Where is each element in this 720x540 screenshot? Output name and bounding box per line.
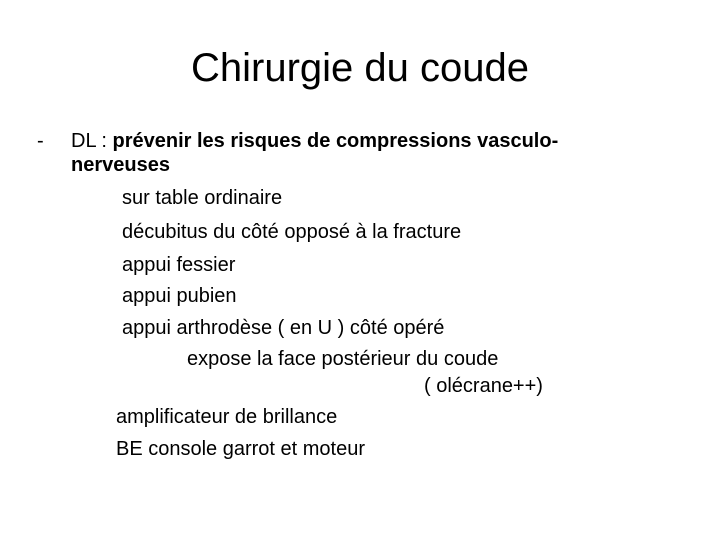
list-item: décubitus du côté opposé à la fracture: [122, 221, 462, 243]
list-item: amplificateur de brillance: [116, 406, 338, 428]
bullet-marker: -: [37, 130, 44, 152]
list-item: appui arthrodèse ( en U ) côté opéré: [122, 317, 445, 339]
slide-title: Chirurgie du coude: [191, 46, 529, 90]
list-item: ( olécrane++): [424, 375, 543, 397]
dl-prefix: DL :: [71, 130, 113, 152]
list-item: BE console garrot et moteur: [116, 438, 366, 460]
list-item: expose la face postérieur du coude: [187, 348, 499, 370]
list-item: sur table ordinaire: [122, 187, 283, 209]
list-item: appui fessier: [122, 254, 236, 276]
dl-emphasis-2: nerveuses: [71, 154, 170, 176]
dl-emphasis-1: prévenir les risques de compressions vasculo-: [112, 130, 559, 152]
list-item: appui pubien: [122, 285, 237, 307]
dl-line-1: [71, 129, 558, 153]
